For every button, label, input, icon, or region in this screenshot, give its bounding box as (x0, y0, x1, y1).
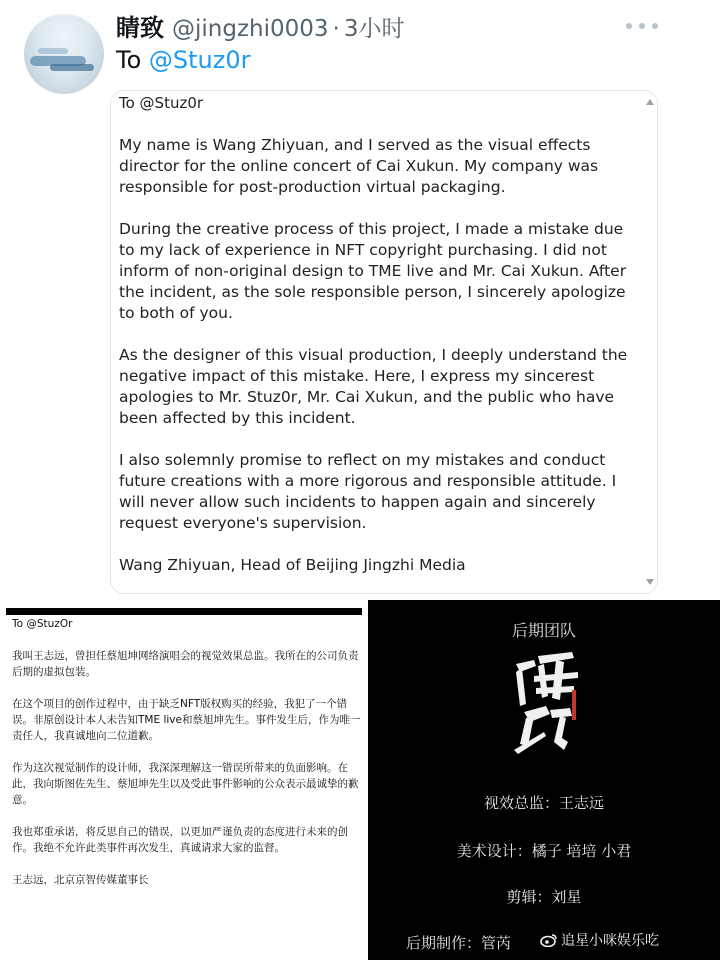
avatar[interactable] (24, 14, 104, 94)
cn-letter-paragraph: 我叫王志远，曾担任蔡旭坤网络演唱会的视觉效果总监。我所在的公司负责后期的虚拟包装。 (12, 650, 359, 678)
letter-image[interactable] (110, 90, 658, 594)
tweet-header (116, 8, 404, 44)
credit-line: 视效总监：王志远 (483, 794, 604, 812)
letter-paragraph: My name is Wang Zhiyuan, and I served as the visual effects director for the online concert of Cai Xukun. My company was responsible for post-production virtual packaging. (119, 136, 599, 196)
watermark-text: 追星小咪娱乐吃 (561, 933, 659, 949)
calligraphy-logo-icon (494, 646, 594, 758)
user-handle[interactable]: @jingzhi0003 (172, 16, 329, 42)
display-name[interactable]: 睛致 (116, 14, 164, 42)
letter-text (119, 93, 641, 594)
credits-title: 后期团队 (511, 621, 576, 640)
tweet-time[interactable]: 3小时 (343, 16, 405, 42)
scroll-up-icon[interactable] (646, 99, 654, 105)
cn-letter-paragraph: 作为这次视觉制作的设计师，我深深理解这一错误所带来的负面影响。在此，我向斯图佐先生、蔡旭坤先生以及受此事件影响的公众表示最诚挚的歉意。 (12, 762, 359, 806)
separator-dot: · (332, 16, 340, 42)
cn-letter-signature: 王志远，北京京智传媒董事长 (12, 874, 149, 886)
scrollbar[interactable] (645, 95, 655, 589)
letter-to: To @Stuz0r (119, 94, 204, 112)
credit-line: 美术设计：橘子 培培 小君 (456, 842, 632, 860)
weibo-icon (540, 933, 558, 947)
chinese-letter-text (12, 616, 362, 904)
scroll-down-icon[interactable] (646, 579, 654, 585)
letter-signature: Wang Zhiyuan, Head of Beijing Jingzhi Media (119, 556, 466, 574)
redaction-bar (6, 608, 362, 615)
cn-letter-to: To @StuzOr (12, 618, 73, 630)
cn-letter-paragraph: 我也郑重承诺，将反思自己的错误，以更加严谨负责的态度进行未来的创作。我绝不允许此类事件再次发生，真诚请求大家的监督。 (12, 826, 348, 854)
more-options-icon[interactable] (626, 14, 658, 38)
letter-paragraph: As the designer of this visual production, I deeply understand the negative impact of this mistake. Here, I express my sincerest apologies to Mr. Stuz0r, Mr. Cai Xukun, and the public who have been affected by this incident. (119, 346, 628, 427)
credits-image[interactable] (368, 600, 720, 960)
reply-to (116, 46, 251, 74)
credit-line: 剪辑：刘星 (506, 888, 582, 906)
reply-mention-link[interactable]: @Stuz0r (148, 46, 251, 74)
chinese-letter-image[interactable] (0, 600, 368, 960)
credit-line: 后期制作：管芮 (406, 934, 512, 952)
reply-prefix: To (116, 46, 149, 74)
weibo-watermark (540, 930, 659, 950)
letter-paragraph: I also solemnly promise to reflect on my mistakes and conduct future creations with a more rigorous and responsible attitude. I will never allow such incidents to happen again and sincerely request everyone's supervision. (119, 451, 617, 532)
cn-letter-paragraph: 在这个项目的创作过程中，由于缺乏NFT版权购买的经验，我犯了一个错误。非原创设计本人未告知TME live和蔡旭坤先生。事件发生后，作为唯一责任人，我真诚地向二位道歉。 (12, 698, 361, 742)
letter-paragraph: During the creative process of this project, I made a mistake due to my lack of experience in NFT copyright purchasing. I did not inform of non-original design to TME live and Mr. Cai Xukun. After the incident, as the sole responsible person, I sincerely apologize to both of you. (119, 220, 627, 322)
